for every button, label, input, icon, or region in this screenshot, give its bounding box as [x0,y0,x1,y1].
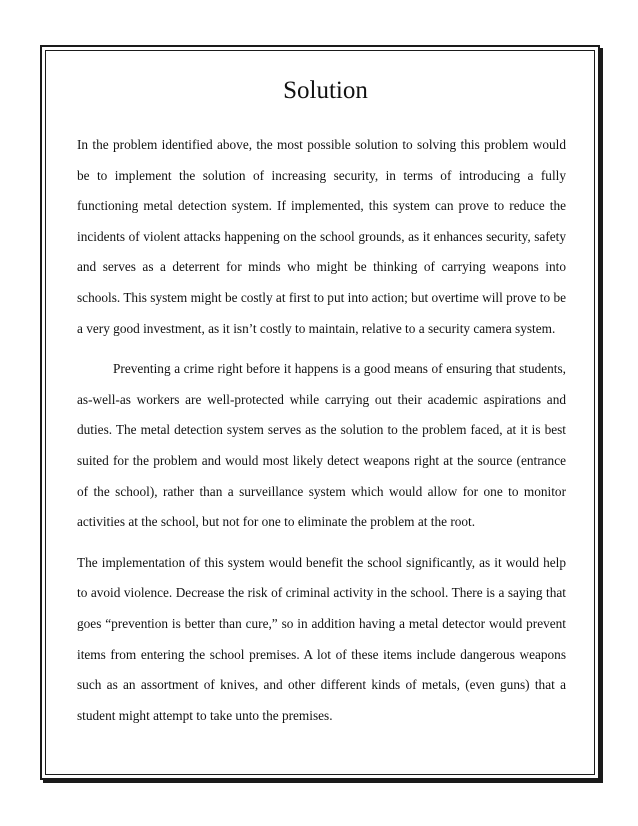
paragraph-2: Preventing a crime right before it happens is a good means of ensuring that students, as-well-as workers are well-protected while carrying out their academic aspirations and duties. The metal detection system serves as the solution to the problem faced, at it is best suited for the problem and would most likely detect weapons right at the source (entrance of the school), rather than a surveillance system which would allow for one to monitor activities at the school, but not for one to eliminate the problem at the root. [77,361,566,530]
document-body [77,72,566,731]
paragraph-1: In the problem identified above, the most possible solution to solving this problem would be to implement the solution of increasing security, in terms of introducing a fully functioning metal detection system. If implemented, this system can prove to reduce the incidents of violent attacks happening on the school grounds, as it enhances security, safety and serves as a deterrent for minds who might be thinking of carrying weapons into schools. This system might be costly at first to put into action; but overtime will prove to be a very good investment, as it isn’t costly to maintain, relative to a security camera system. [77,137,566,336]
paragraph-3: The implementation of this system would benefit the school significantly, as it would help to avoid violence. Decrease the risk of criminal activity in the school. There is a saying that goes “prevention is better than cure,” so in addition having a metal detector would prevent items from entering the school premises. A lot of these items include dangerous weapons such as an assortment of knives, and other different kinds of metals, (even guns) that a student might attempt to take unto the premises. [77,554,566,723]
document-title: Solution [283,77,368,104]
